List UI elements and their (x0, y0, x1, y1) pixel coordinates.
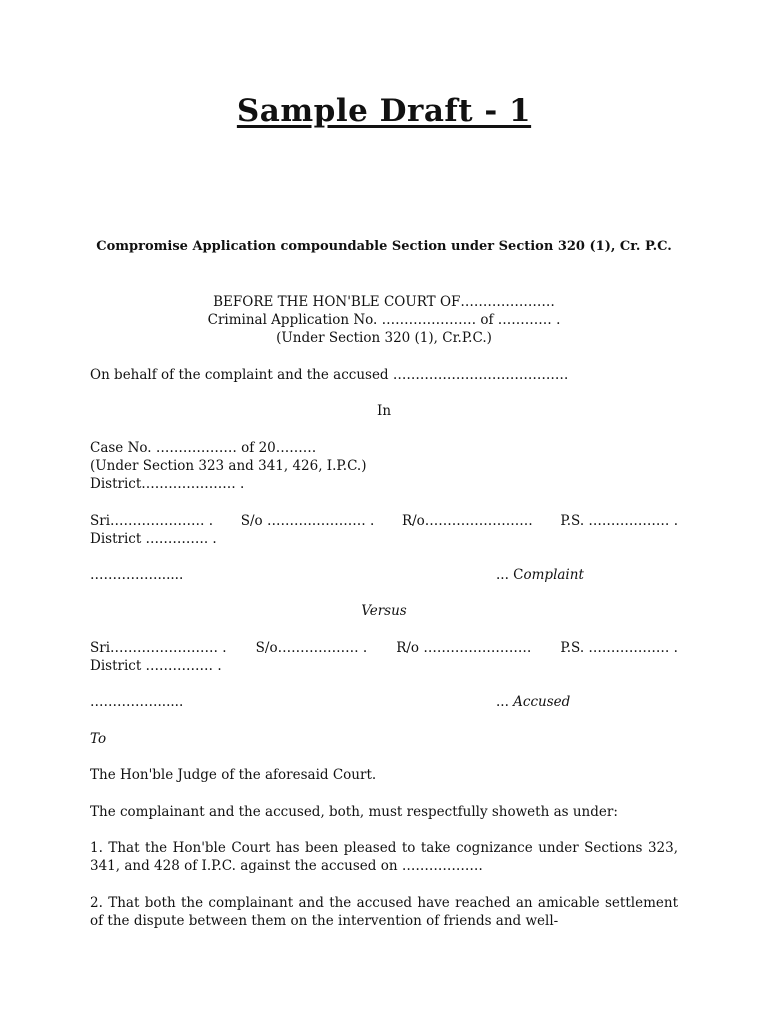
section-reference: (Under Section 320 (1), Cr.P.C.) (276, 330, 492, 346)
to-label: To (90, 731, 107, 747)
showeth-line: The complainant and the accused, both, must respectfully showeth as under: (90, 804, 618, 820)
case-sections: (Under Section 323 and 341, 426, I.P.C.) (90, 458, 367, 474)
versus-label: Versus (361, 603, 407, 619)
complaint-label-prefix: ... C (496, 567, 524, 583)
complaint-label-text: omplaint (523, 567, 584, 583)
paragraph-1: 1. That the Hon'ble Court has been pleased to take cognizance under Sections 323, 341, and 428 of I.P.C. against the accused on ……………… (90, 840, 678, 874)
case-district: District………………… . (90, 476, 245, 492)
complainant-so: S/o ……….………… . (240, 513, 375, 529)
criminal-application-number: Criminal Application No. ………………… of ………… . (207, 312, 561, 328)
accused-district: District …………… . (90, 658, 222, 674)
accused-label-prefix: ... (496, 694, 514, 710)
complaint-label (496, 566, 584, 584)
complainant-details (90, 512, 678, 530)
judge-address: The Hon'ble Judge of the aforesaid Court. (90, 767, 377, 783)
accused-ps: P.S. ……………… . (560, 640, 678, 656)
accused-label-text: Accused (513, 694, 571, 710)
application-subtitle: Compromise Application compoundable Section under Section 320 (1), Cr. P.C. (96, 239, 672, 254)
document-title: Sample Draft - 1 (236, 93, 532, 129)
paragraph-2: 2. That both the complainant and the accused have reached an amicable settlement of the dispute between them on the intervention of friends and well- (90, 895, 678, 929)
accused-sri: Sri…………………… . (90, 640, 227, 656)
accused-label (496, 693, 570, 711)
behalf-line: On behalf of the complaint and the accused ………………………………… (90, 367, 569, 383)
complainant-ro: R/o…………………… (401, 513, 533, 529)
complainant-district: District ….………. . (90, 531, 217, 547)
case-number: Case No. ……………… of 20……… (90, 440, 317, 456)
court-heading: BEFORE THE HON'BLE COURT OF………………… (213, 294, 555, 310)
complainant-ps: P.S. ……………… . (560, 513, 678, 529)
accused-details (90, 639, 678, 657)
complainant-dots: ……………...... (90, 567, 184, 583)
complainant-sri: Sri………………… . (90, 513, 214, 529)
accused-so: S/o……………… . (255, 640, 368, 656)
accused-dots: ……………...... (90, 694, 184, 710)
in-label: In (376, 403, 392, 419)
accused-ro: R/o …………………… (396, 640, 532, 656)
